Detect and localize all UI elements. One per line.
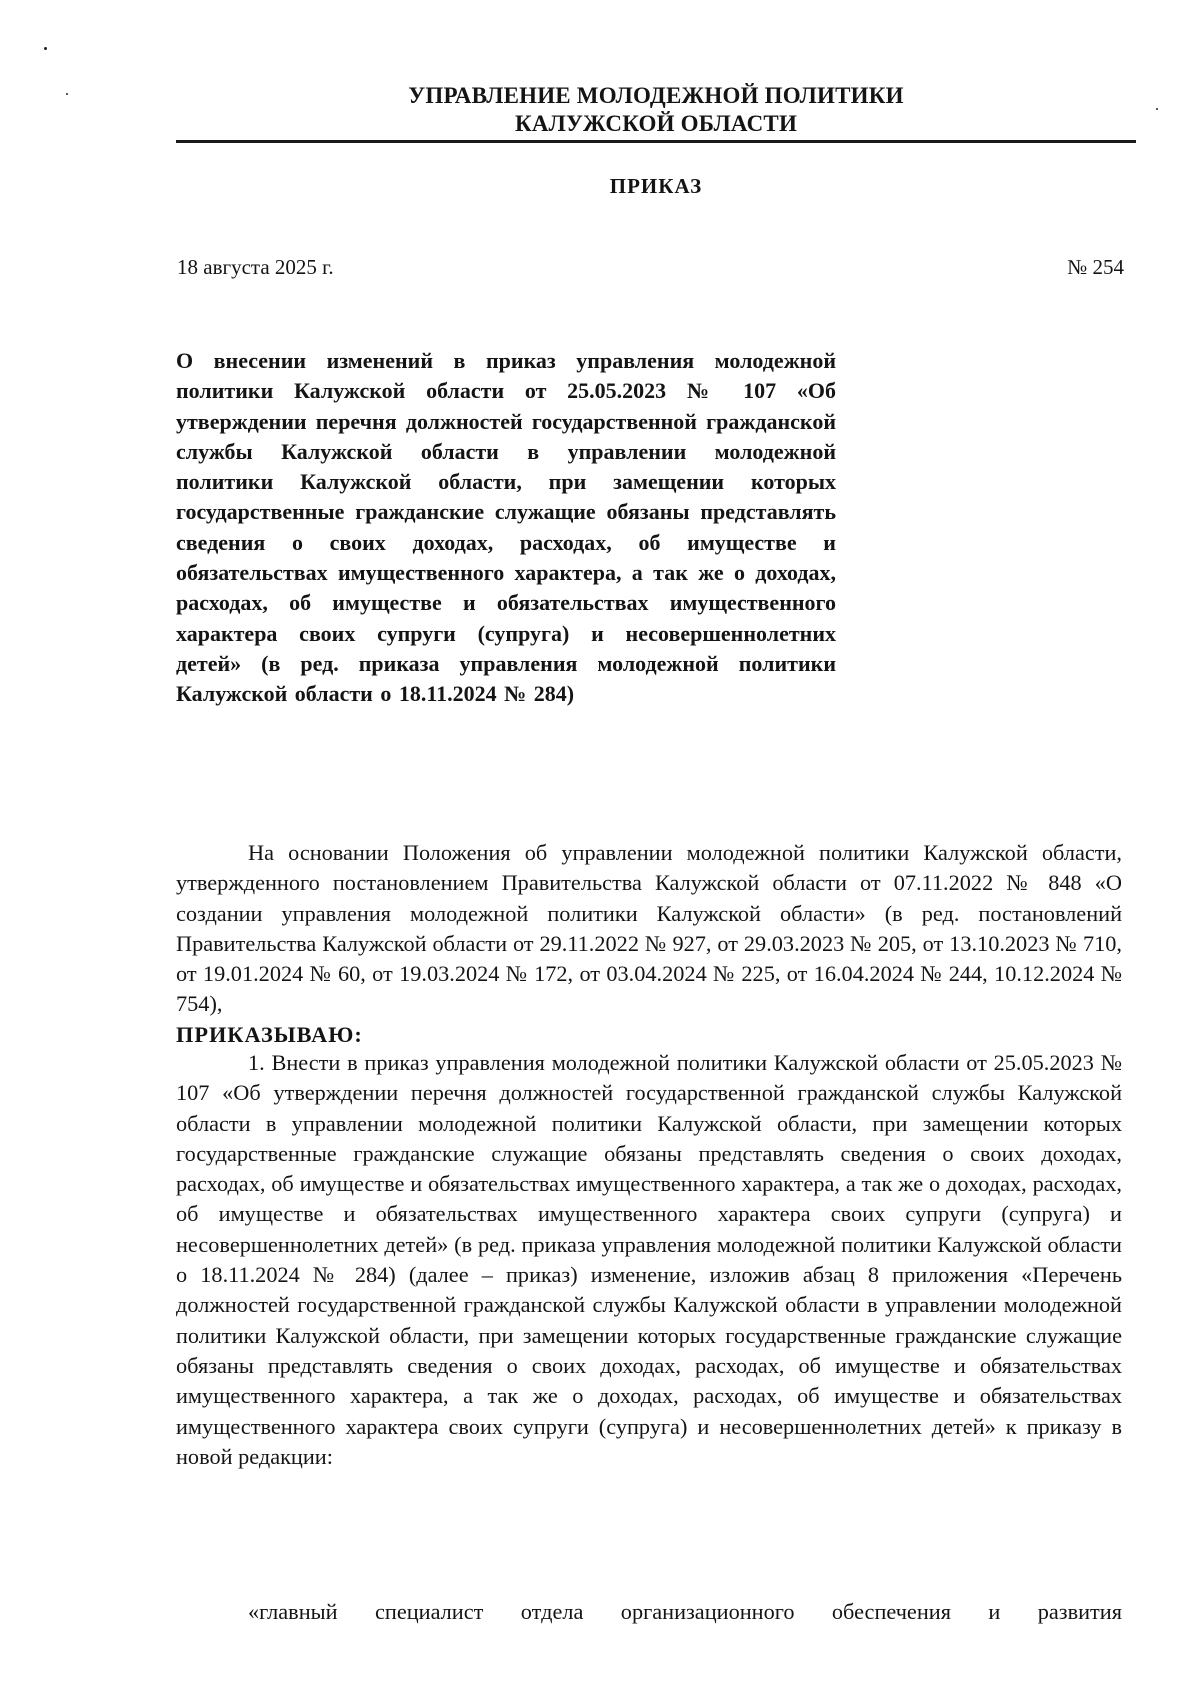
scan-speck	[66, 93, 68, 95]
organization-name	[176, 82, 1136, 138]
order-item-1: 1. Внести в приказ управления молодежной политики Калужской области от 25.05.2023 № 107 «Об утверждении перечня должностей государственной гражданской службы Калужской области в управлении молодежной политики Калужской области, при замещении которых государственные гражданские служащие обязаны представлять сведения о своих доходах, расходах, об имуществе и обязательствах имущественного характера, а так же о доходах, расходах, об имуществе и обязательствах имущественного характера своих супруги (супруга) и несовершеннолетних детей» (в ред. приказа управления молодежной политики Калужской области о 18.11.2024 № 284) (далее – приказ) изменение, изложив абзац 8 приложения «Перечень должностей государственной гражданской службы Калужской области в управлении молодежной политики Калужской области, при замещении которых государственные гражданские служащие обязаны представлять сведения о своих доходах, расходах, об имуществе и обязательствах имущественного характера, а так же о доходах, расходах, об имуществе и обязательствах имущественного характера своих супруги (супруга) и несовершеннолетних детей» к приказу в новой редакции:	[176, 1050, 1122, 1469]
scan-speck	[44, 47, 47, 50]
document-type: ПРИКАЗ	[609, 174, 703, 198]
header-divider	[176, 140, 1136, 143]
document-subject: О внесении изменений в приказ управления молодежной политики Калужской области от 25.05.2023 № 107 «Об утверждении перечня должностей государственной гражданской службы Калужской области в управлении молодежной политики Калужской области, при замещении которых государственные гражданские служащие обязаны представлять сведения о своих доходах, расходах, об имуществе и обязательствах имущественного характера, а так же о доходах, расходах, об имуществе и обязательствах имущественного характера своих супруги (супруга) и несовершеннолетних детей» (в ред. приказа управления молодежной политики Калужской области о 18.11.2024 № 284)	[176, 348, 836, 707]
quoted-text-start: «главный специалист отдела организационного обеспечения и развития	[248, 1599, 1122, 1624]
preamble-text: На основании Положения об управлении молодежной политики Калужской области, утвержденного постановлением Правительства Калужской области от 07.11.2022 № 848 «О создании управления молодежной политики Калужской области» (в ред. постановлений Правительства Калужской области от 29.11.2022 № 927, от 29.03.2023 № 205, от 13.10.2023 № 710, от 19.01.2024 № 60, от 19.03.2024 № 172, от 03.04.2024 № 225, от 16.04.2024 № 244, 10.12.2024 № 754),	[176, 840, 1122, 1017]
scan-speck	[1156, 108, 1158, 110]
organization-name-line-2: КАЛУЖСКОЙ ОБЛАСТИ	[514, 111, 798, 136]
document-date: 18 августа 2025 г.	[177, 255, 334, 279]
organization-name-line-1: УПРАВЛЕНИЕ МОЛОДЕЖНОЙ ПОЛИТИКИ	[408, 83, 904, 108]
document-number: № 254	[1067, 255, 1124, 279]
preamble-paragraph	[176, 838, 1122, 1050]
order-word: ПРИКАЗЫВАЮ:	[176, 1021, 363, 1047]
